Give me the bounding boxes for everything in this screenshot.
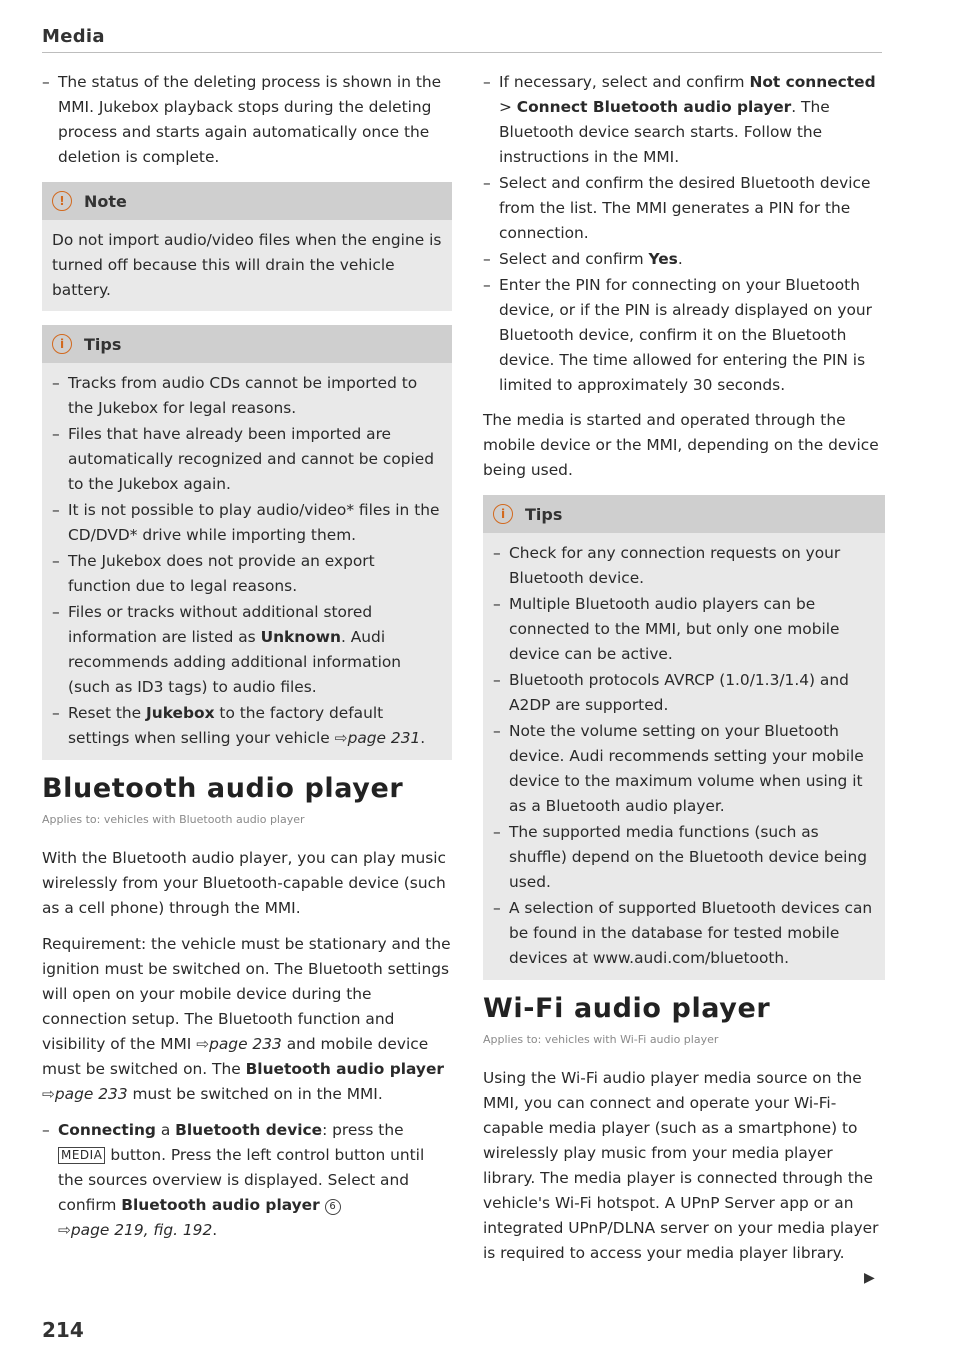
heading-bluetooth-audio-player: Bluetooth audio player xyxy=(42,773,404,804)
term-not-connected: Not connected xyxy=(749,73,876,91)
list-item: – Bluetooth protocols AVRCP (1.0/1.3/1.4) and A2DP are supported. xyxy=(493,668,875,718)
page-ref-arrow-icon: ⇨ xyxy=(196,1035,210,1053)
list-item xyxy=(483,247,885,272)
list-item: – Note the volume setting on your Bluetooth device. Audi recommends setting your mobile device to the maximum volume when using it as a Bluetooth audio player. xyxy=(493,719,875,819)
text-run: Requirement: the vehicle must be stationary and the ignition must be switched on. The Bluetooth settings will open on your mobile device during the connection setup. The Bluetooth function and visibility of the MMI xyxy=(42,935,451,1053)
text-run: > xyxy=(499,98,517,116)
page-ref-arrow-icon: ⇨ xyxy=(334,729,348,747)
intro-list xyxy=(42,70,452,170)
page-number: 214 xyxy=(42,1318,84,1342)
info-icon: i xyxy=(52,334,72,354)
text-run: . Audi recommends adding additional information (such as ID3 tags) to audio files. xyxy=(68,628,402,696)
page-ref-link[interactable]: page 219, fig. 192 xyxy=(70,1221,213,1239)
note-body xyxy=(42,220,452,311)
tips-header xyxy=(483,495,885,533)
term-bluetooth-device: Bluetooth device xyxy=(175,1121,323,1139)
note-header xyxy=(42,182,452,220)
term-bluetooth-audio-player: Bluetooth audio player xyxy=(121,1196,320,1214)
paragraph: The media is started and operated through the mobile device or the MMI, depending on the device being used. xyxy=(483,411,879,479)
paragraph: With the Bluetooth audio player, you can play music wirelessly from your Bluetooth-capable device (such as a cell phone) through the MMI. xyxy=(42,849,446,917)
header-divider xyxy=(42,52,882,53)
text-run: button. Press the left control button until the sources overview is displayed. Select and confirm xyxy=(58,1146,425,1214)
tips-body xyxy=(483,533,885,980)
term-connect-bluetooth-audio-player: Connect Bluetooth audio player xyxy=(516,98,792,116)
callout-number-icon: 6 xyxy=(325,1199,341,1215)
page-ref-link[interactable]: page 231 xyxy=(347,729,421,747)
page-ref-link[interactable]: page 233 xyxy=(54,1085,128,1103)
paragraph xyxy=(42,932,452,1107)
list-item xyxy=(42,1118,452,1243)
tips-list xyxy=(52,371,442,751)
text-run: Files or tracks without additional stored information are listed as xyxy=(68,603,373,646)
list-item xyxy=(52,701,442,751)
continue-arrow-icon: ▶ xyxy=(864,1270,875,1286)
list-item: – Enter the PIN for connecting on your Bluetooth device, or if the PIN is already displayed on your Bluetooth device, confirm it on the Bluetooth device. The time allowed for entering the PIN is limited to approximately 30 seconds. xyxy=(483,273,885,398)
text-run: . The Bluetooth device search starts. Follow the instructions in the MMI. xyxy=(499,98,830,166)
text-run: a xyxy=(155,1121,176,1139)
tips-body xyxy=(42,363,452,760)
text-run: Select and confirm xyxy=(499,250,649,268)
applies-to-note: Applies to: vehicles with Wi-Fi audio player xyxy=(483,1033,719,1046)
text-run: and mobile device must be switched on. The xyxy=(42,1035,429,1078)
page-ref-arrow-icon: ⇨ xyxy=(42,1085,55,1103)
list-item xyxy=(52,600,442,700)
list-item: – The supported media functions (such as shuffle) depend on the Bluetooth device being used. xyxy=(493,820,875,895)
list-item: – Multiple Bluetooth audio players can be connected to the MMI, but only one mobile device can be active. xyxy=(493,592,875,667)
note-box xyxy=(42,182,452,311)
list-item: – Check for any connection requests on your Bluetooth device. xyxy=(493,541,875,591)
term-connecting: Connecting xyxy=(58,1121,156,1139)
text-run: If necessary, select and confirm xyxy=(499,73,750,91)
term-bluetooth-audio-player: Bluetooth audio player xyxy=(245,1060,444,1078)
page-ref-link[interactable]: page 233 xyxy=(209,1035,282,1053)
list-item: – The status of the deleting process is shown in the MMI. Jukebox playback stops during the deleting process and starts again automatically once the deletion is complete. xyxy=(42,70,452,170)
tips-box xyxy=(483,495,885,980)
list-item: – It is not possible to play audio/video* files in the CD/DVD* drive while importing them. xyxy=(52,498,442,548)
term-unknown: Unknown xyxy=(260,628,341,646)
text-run: Reset the xyxy=(68,704,147,722)
list-item xyxy=(483,70,885,170)
paragraph: Using the Wi-Fi audio player media source on the MMI, you can connect and operate your Wi-Fi-capable media player (such as a smartphone) to wirelessly play music from your media player library. The media player is connected through the vehicle's Wi-Fi hotspot. A UPnP Server app or an integrated UPnP/DLNA server on your media player is required to access your media player library. xyxy=(483,1069,879,1262)
tips-title: Tips xyxy=(525,504,563,524)
text-run: . xyxy=(212,1221,218,1239)
text-run: . xyxy=(677,250,683,268)
left-column xyxy=(42,70,452,1244)
list-item: – Files that have already been imported are automatically recognized and cannot be copied to the Jukebox again. xyxy=(52,422,442,497)
exclamation-icon: ! xyxy=(52,191,72,211)
media-key-label: MEDIA xyxy=(58,1147,105,1164)
applies-to-note: Applies to: vehicles with Bluetooth audio player xyxy=(42,813,305,826)
text-run: must be switched on in the MMI. xyxy=(127,1085,383,1103)
list-item: – Tracks from audio CDs cannot be imported to the Jukebox for legal reasons. xyxy=(52,371,442,421)
right-column xyxy=(483,70,885,1277)
tips-title: Tips xyxy=(84,334,122,354)
text-run: . xyxy=(420,729,426,747)
list-item: – Select and confirm the desired Bluetooth device from the list. The MMI generates a PIN for the connection. xyxy=(483,171,885,246)
info-icon: i xyxy=(493,504,513,524)
tips-header xyxy=(42,325,452,363)
page-ref-arrow-icon: ⇨ xyxy=(58,1221,71,1239)
text-run: : press the xyxy=(322,1121,404,1139)
note-title: Note xyxy=(84,191,127,211)
steps-list xyxy=(483,70,885,398)
steps-list xyxy=(42,1118,452,1243)
term-yes: Yes xyxy=(648,250,678,268)
note-text: Do not import audio/video files when the engine is turned off because this will drain the vehicle battery. xyxy=(52,231,442,299)
text-run: to the factory default settings when selling your vehicle xyxy=(68,704,384,747)
list-item: – The Jukebox does not provide an export function due to legal reasons. xyxy=(52,549,442,599)
section-header: Media xyxy=(42,26,105,47)
list-item: – A selection of supported Bluetooth devices can be found in the database for tested mobile devices at www.audi.com/bluetooth. xyxy=(493,896,875,971)
heading-wifi-audio-player: Wi-Fi audio player xyxy=(483,993,771,1024)
tips-list xyxy=(493,541,875,971)
tips-box xyxy=(42,325,452,760)
term-jukebox: Jukebox xyxy=(146,704,215,722)
